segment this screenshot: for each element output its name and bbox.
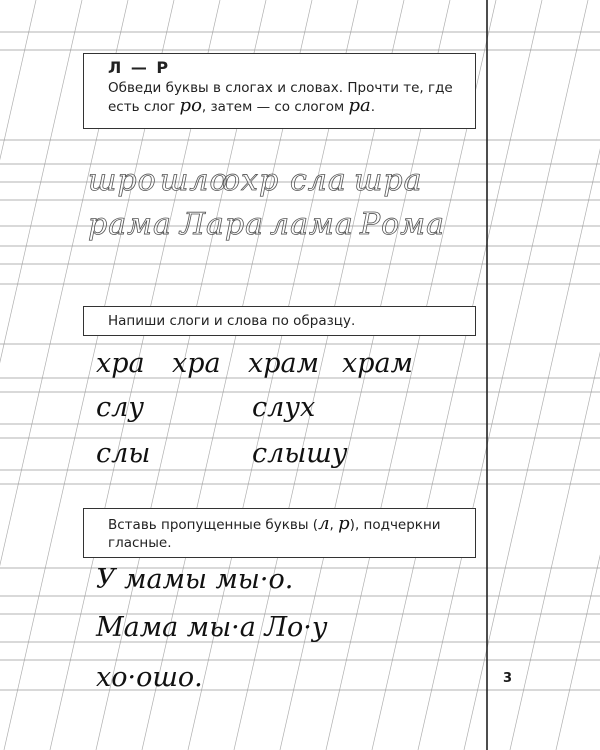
task2-instruction-box	[83, 306, 476, 336]
trace-word: Лара	[180, 207, 265, 242]
trace-word: шро	[88, 163, 157, 198]
slant-guide-line	[0, 0, 36, 750]
slant-guide-line	[510, 0, 600, 750]
slant-guide-line	[0, 0, 82, 750]
task1-title: Л — Р	[108, 58, 171, 77]
trace-word: Рома	[360, 207, 446, 242]
sample-word: слух	[252, 392, 316, 423]
sample-syllable: слы	[96, 438, 151, 469]
exercise-line: Мама мы·а Ло·у	[96, 612, 328, 643]
trace-word: рама	[88, 207, 172, 242]
exercise-line: хо·ошо.	[96, 662, 203, 693]
sample-word: храм	[248, 348, 319, 379]
letter-l: л	[318, 513, 330, 534]
task3-instruction-box	[83, 508, 476, 558]
trace-word: шло	[160, 163, 229, 198]
exercise-line: У мамы мы·о.	[96, 564, 294, 595]
trace-word: сла	[290, 163, 347, 198]
sample-word: слышу	[252, 438, 348, 469]
task1-instruction-box	[83, 53, 476, 129]
syllable-ro: ро	[179, 95, 202, 116]
trace-word: лама	[270, 207, 354, 242]
sample-word: храм	[342, 348, 413, 379]
letter-r: р	[338, 513, 350, 534]
trace-word: охр	[222, 163, 280, 198]
slant-guide-line	[464, 0, 600, 750]
task3-instruction: Вставь пропущенные буквы (л, р), подчеркни гласные.	[108, 513, 441, 551]
sample-syllable: хра	[172, 348, 221, 379]
syllable-ra: ра	[348, 95, 371, 116]
trace-word: шра	[354, 163, 423, 198]
sample-syllable: хра	[96, 348, 145, 379]
task2-instruction: Напиши слоги и слова по образцу.	[108, 313, 356, 329]
page-number: 3	[503, 671, 513, 686]
task1-instruction: Обведи буквы в слогах и словах. Прочти те, где есть слог ро, затем — со слогом ра.	[108, 80, 453, 116]
sample-syllable: слу	[96, 392, 144, 423]
